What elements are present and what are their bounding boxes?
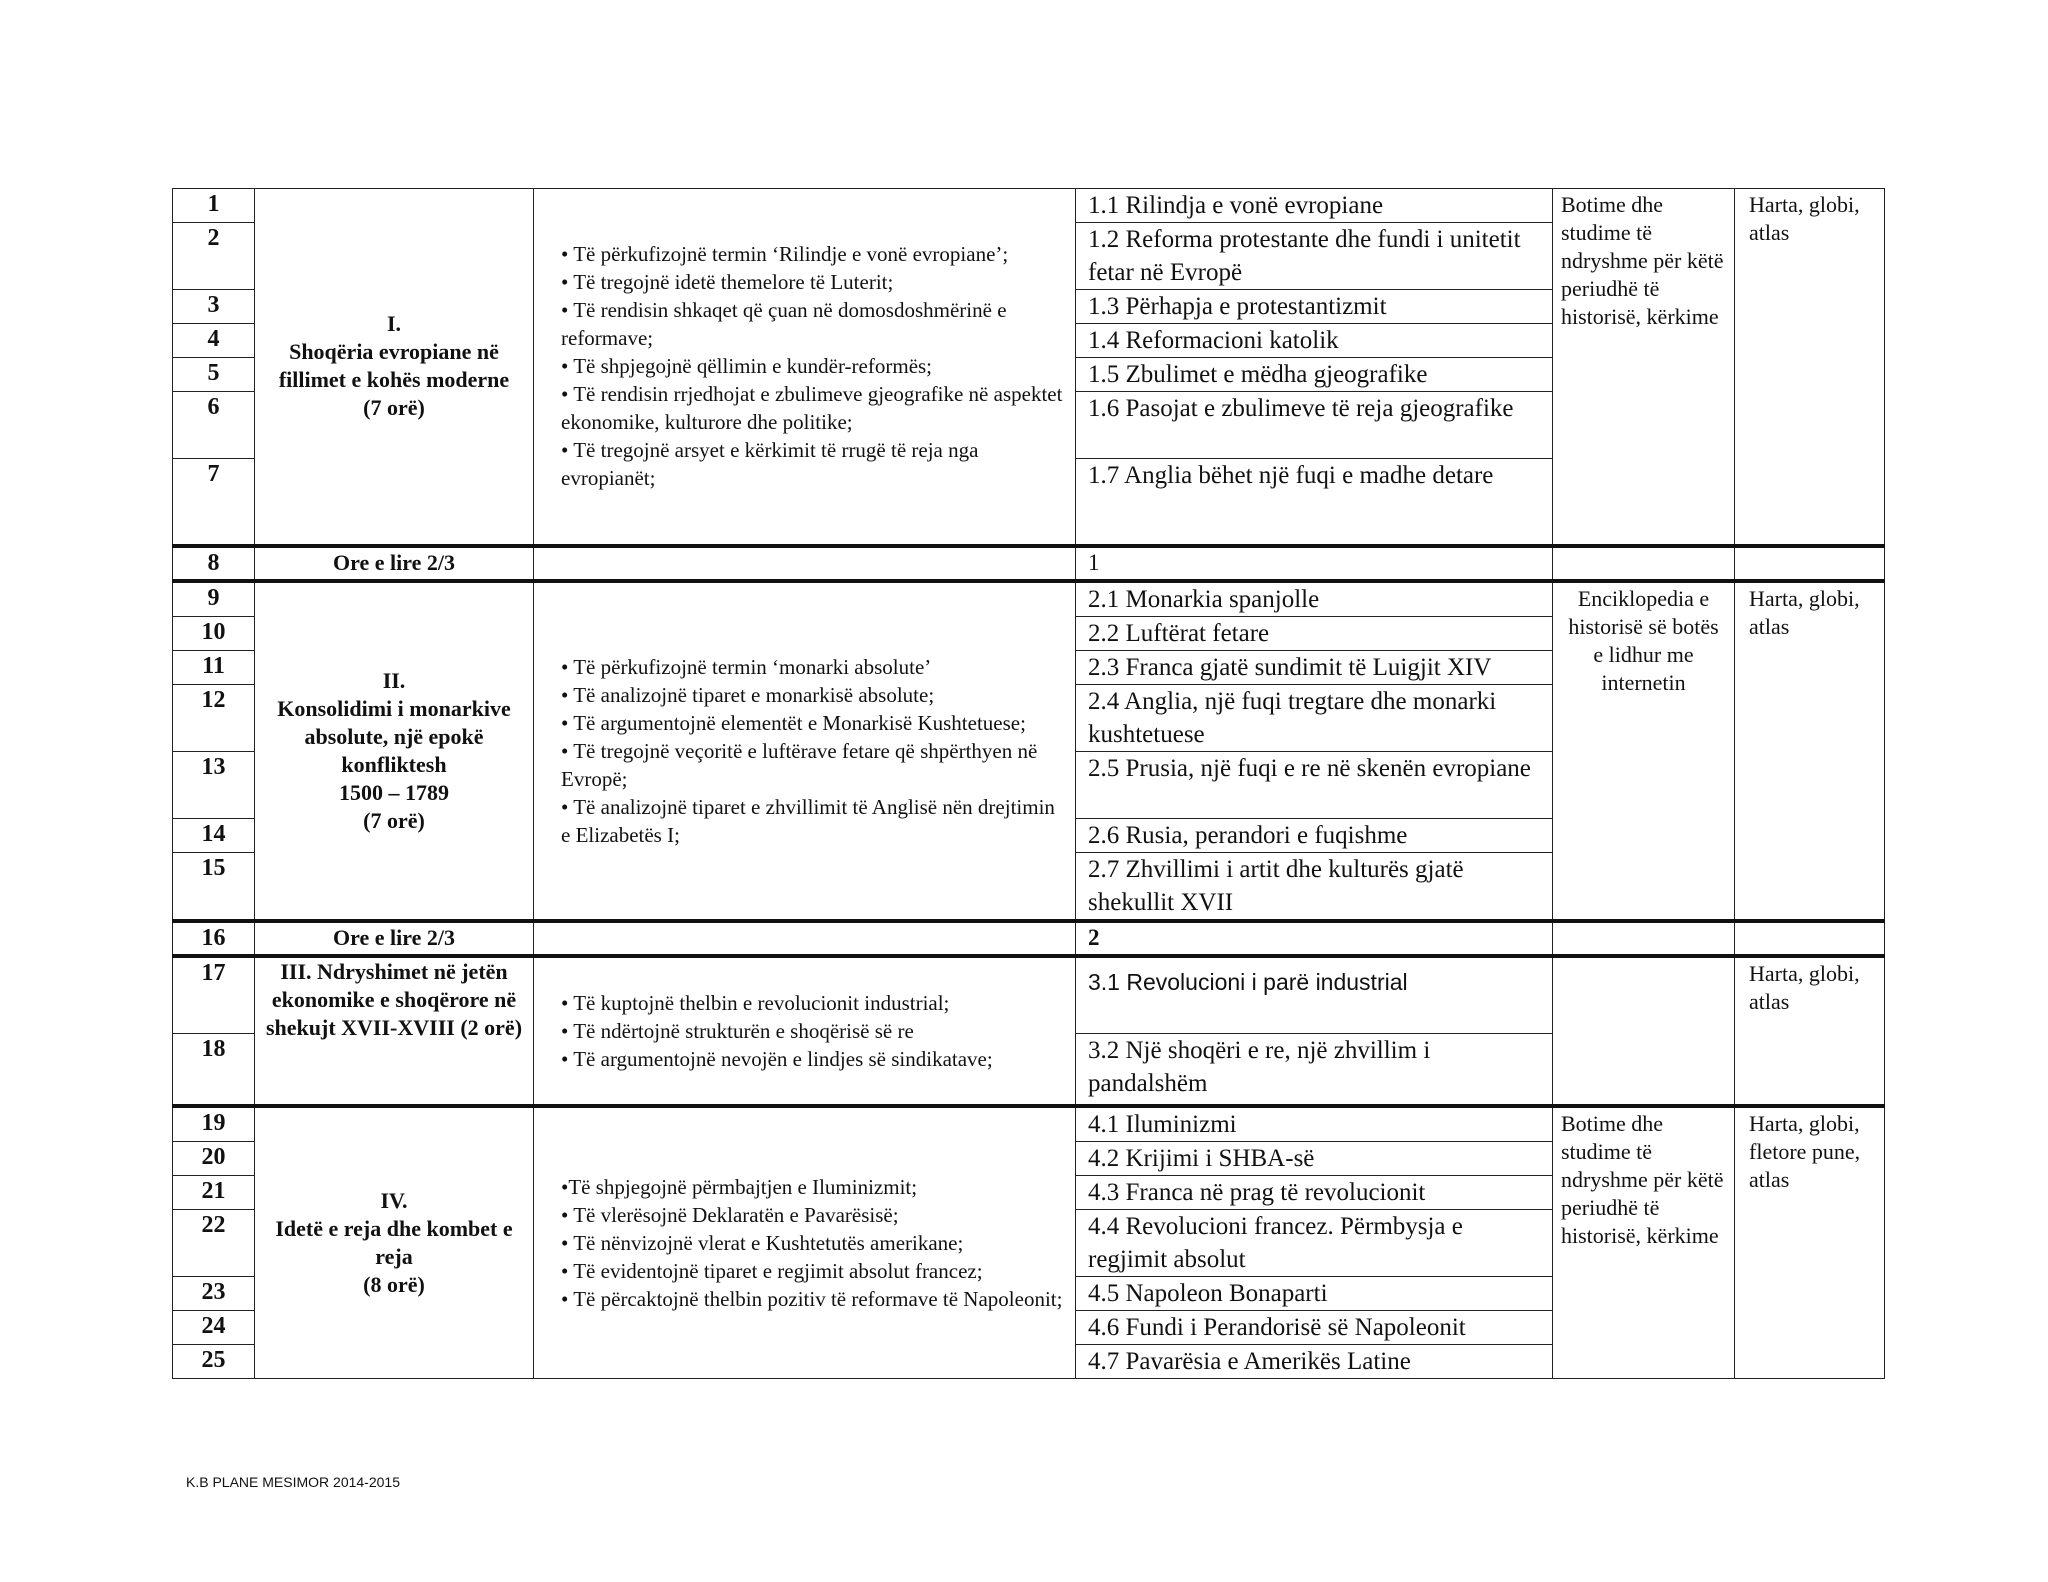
lesson-topic: 1.6 Pasojat e zbulimeve të reja gjeografike xyxy=(1076,392,1553,459)
empty-cell xyxy=(534,921,1076,956)
page-footer: K.B PLANE MESIMOR 2014-2015 xyxy=(186,1474,400,1490)
table-row xyxy=(173,1106,1885,1142)
lesson-number: 23 xyxy=(173,1277,255,1311)
lesson-topic: 4.4 Revolucioni francez. Përmbysja e regjimit absolut xyxy=(1076,1210,1553,1277)
lesson-number: 24 xyxy=(173,1311,255,1345)
unit-title: Konsolidimi i monarkive absolute, një epokë konfliktesh xyxy=(277,695,511,777)
resources-cell: Botime dhe studime të ndryshme për këtë periudhë të historisë, kërkime xyxy=(1553,1106,1735,1379)
lesson-topic: 2.7 Zhvillimi i artit dhe kulturës gjatë shekullit XVII xyxy=(1076,853,1553,922)
lesson-number: 2 xyxy=(173,223,255,290)
empty-cell xyxy=(1735,921,1885,956)
unit-number: I. xyxy=(386,311,402,337)
lesson-number: 5 xyxy=(173,358,255,392)
lesson-number: 20 xyxy=(173,1142,255,1176)
resources-cell: Enciklopedia e historisë së botës e lidhur me internetin xyxy=(1553,581,1735,922)
objective-item: • Të argumentojnë elementët e Monarkisë Kushtetuese; xyxy=(561,710,1026,735)
lesson-topic: 1.2 Reforma protestante dhe fundi i unitetit fetar në Evropë xyxy=(1076,223,1553,290)
lesson-number: 9 xyxy=(173,581,255,617)
objective-item: • Të vlerësojnë Deklaratën e Pavarësisë; xyxy=(561,1203,899,1227)
objective-item: • Të ndërtojnë strukturën e shoqërisë së re xyxy=(561,1019,914,1043)
unit-cell xyxy=(255,189,534,546)
table-row xyxy=(173,189,1885,223)
lesson-number: 16 xyxy=(173,921,255,956)
objective-item: • Të shpjegojnë qëllimin e kundër-reformës; xyxy=(561,354,933,379)
empty-cell xyxy=(534,546,1076,581)
lesson-topic: 4.1 Iluminizmi xyxy=(1076,1106,1553,1142)
lesson-number: 19 xyxy=(173,1106,255,1142)
objectives-cell xyxy=(534,956,1076,1106)
lesson-number: 1 xyxy=(173,189,255,223)
resources-cell: Botime dhe studime të ndryshme për këtë periudhë të historisë, kërkime xyxy=(1553,189,1735,546)
unit-title: Idetë e reja dhe kombet e reja xyxy=(275,1216,513,1269)
unit-cell xyxy=(255,1106,534,1379)
objective-item: • Të kuptojnë thelbin e revolucionit industrial; xyxy=(561,991,950,1015)
materials-cell: Harta, globi, fletore pune, atlas xyxy=(1735,1106,1885,1379)
lesson-topic: 2.2 Luftërat fetare xyxy=(1076,617,1553,651)
lesson-topic: 4.3 Franca në prag të revolucionit xyxy=(1076,1176,1553,1210)
objective-item: • Të rendisin shkaqet që çuan në domosdoshmërinë e reformave; xyxy=(561,298,1007,351)
lesson-number: 14 xyxy=(173,819,255,853)
objective-item: • Të evidentojnë tiparet e regjimit absolut francez; xyxy=(561,1259,983,1283)
table-row xyxy=(173,956,1885,1033)
unit-number: II. xyxy=(382,667,406,693)
empty-cell xyxy=(1553,921,1735,956)
objective-item: • Të përkufizojnë termin ‘Rilindje e vonë evropiane’; xyxy=(561,242,1009,267)
free-hours-row xyxy=(173,921,1885,956)
unit-hours: (7 orë) xyxy=(363,807,425,833)
materials-cell: Harta, globi, atlas xyxy=(1735,581,1885,922)
lesson-topic: 2.6 Rusia, perandori e fuqishme xyxy=(1076,819,1553,853)
objective-item: • Të përkufizojnë termin ‘monarki absolute’ xyxy=(561,654,932,679)
empty-cell xyxy=(1553,546,1735,581)
lesson-number: 13 xyxy=(173,752,255,819)
lesson-number: 12 xyxy=(173,685,255,752)
empty-cell xyxy=(1735,546,1885,581)
objective-item: • Të argumentojnë nevojën e lindjes së sindikatave; xyxy=(561,1047,993,1071)
materials-cell: Harta, globi, atlas xyxy=(1735,956,1885,1106)
unit-number: IV. xyxy=(380,1188,408,1213)
objective-item: • Të tregojnë veçoritë e luftërave fetare që shpërthyen në Evropë; xyxy=(561,738,1038,791)
objectives-cell xyxy=(534,189,1076,546)
lesson-topic: 2.4 Anglia, një fuqi tregtare dhe monarki kushtetuese xyxy=(1076,685,1553,752)
lesson-number: 11 xyxy=(173,651,255,685)
lesson-number: 15 xyxy=(173,853,255,922)
objective-item: • Të tregojnë idetë themelore të Luterit; xyxy=(561,270,894,295)
lesson-topic: 2.1 Monarkia spanjolle xyxy=(1076,581,1553,617)
lesson-topic: 1.4 Reformacioni katolik xyxy=(1076,324,1553,358)
unit-hours: (8 orë) xyxy=(363,1272,425,1297)
lesson-topic: 4.7 Pavarësia e Amerikës Latine xyxy=(1076,1345,1553,1379)
objective-item: • Të përcaktojnë thelbin pozitiv të reformave të Napoleonit; xyxy=(561,1287,1063,1311)
lesson-number: 22 xyxy=(173,1210,255,1277)
lesson-topic: 2.5 Prusia, një fuqi e re në skenën evropiane xyxy=(1076,752,1553,819)
objective-item: • Të nënvizojnë vlerat e Kushtetutës amerikane; xyxy=(561,1231,964,1255)
lesson-number: 10 xyxy=(173,617,255,651)
objective-item: • Të analizojnë tiparet e monarkisë absolute; xyxy=(561,682,935,707)
free-hours-row xyxy=(173,546,1885,581)
unit-cell xyxy=(255,581,534,922)
lesson-number: 17 xyxy=(173,956,255,1033)
objective-item: •Të shpjegojnë përmbajtjen e Iluminizmit; xyxy=(561,1175,918,1199)
objective-item: • Të analizojnë tiparet e zhvillimit të Anglisë nën drejtimin e Elizabetës I; xyxy=(561,794,1055,847)
lesson-number: 21 xyxy=(173,1176,255,1210)
objective-item: • Të tregojnë arsyet e kërkimit të rrugë të reja nga evropianët; xyxy=(561,438,979,491)
unit-title: Shoqëria evropiane në fillimet e kohës moderne xyxy=(278,339,510,393)
lesson-topic: 4.6 Fundi i Perandorisë së Napoleonit xyxy=(1076,1311,1553,1345)
lesson-number: 4 xyxy=(173,324,255,358)
lesson-topic: 1.7 Anglia bëhet një fuqi e madhe detare xyxy=(1076,459,1553,546)
lesson-topic: 1.3 Përhapja e protestantizmit xyxy=(1076,290,1553,324)
free-hours-value: 1 xyxy=(1076,546,1553,581)
lesson-topic: 1.5 Zbulimet e mëdha gjeografike xyxy=(1076,358,1553,392)
lesson-topic: 3.2 Një shoqëri e re, një zhvillim i pandalshëm xyxy=(1076,1033,1553,1106)
unit-years: 1500 – 1789 xyxy=(339,779,449,805)
unit-cell xyxy=(255,956,534,1106)
lesson-number: 6 xyxy=(173,392,255,459)
lesson-topic: 1.1 Rilindja e vonë evropiane xyxy=(1076,189,1553,223)
lesson-number: 18 xyxy=(173,1033,255,1106)
unit-hours: (7 orë) xyxy=(363,395,425,421)
table-row xyxy=(173,581,1885,617)
lesson-topic: 4.5 Napoleon Bonaparti xyxy=(1076,1277,1553,1311)
unit-title: III. Ndryshimet në jetën ekonomike e shoqërore në shekujt XVII-XVIII (2 orë) xyxy=(265,959,523,1040)
lesson-number: 3 xyxy=(173,290,255,324)
objectives-cell xyxy=(534,581,1076,922)
lesson-topic: 4.2 Krijimi i SHBA-së xyxy=(1076,1142,1553,1176)
resources-cell xyxy=(1553,956,1735,1106)
free-hours-value: 2 xyxy=(1076,921,1553,956)
free-hours-label: Ore e lire 2/3 xyxy=(255,546,534,581)
free-hours-label: Ore e lire 2/3 xyxy=(255,921,534,956)
lesson-number: 25 xyxy=(173,1345,255,1379)
materials-cell: Harta, globi, atlas xyxy=(1735,189,1885,546)
lesson-number: 7 xyxy=(173,459,255,546)
objectives-cell xyxy=(534,1106,1076,1379)
lesson-plan-table xyxy=(172,188,1885,1379)
lesson-number: 8 xyxy=(173,546,255,581)
lesson-topic: 3.1 Revolucioni i parë industrial xyxy=(1076,956,1553,1033)
objective-item: • Të rendisin rrjedhojat e zbulimeve gjeografike në aspektet ekonomike, kulturore dhe politike; xyxy=(561,382,1063,435)
lesson-topic: 2.3 Franca gjatë sundimit të Luigjit XIV xyxy=(1076,651,1553,685)
